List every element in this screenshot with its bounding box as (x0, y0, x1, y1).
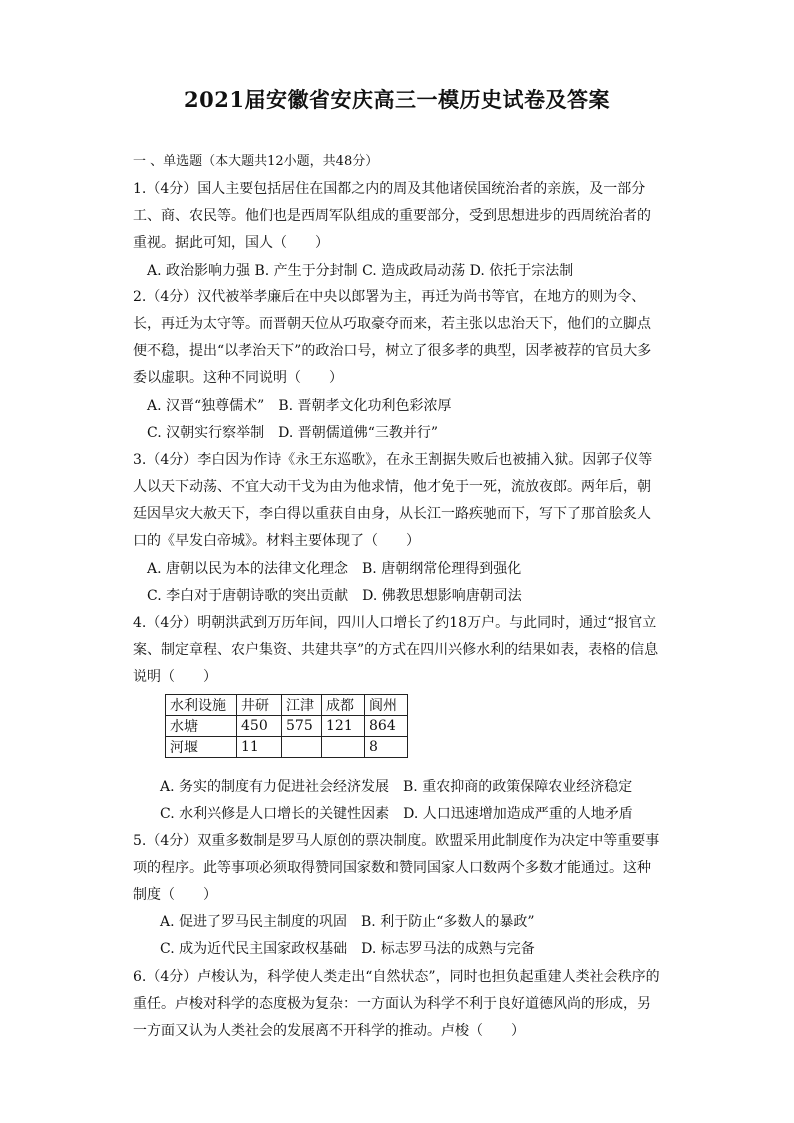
q4-option-row-2: C. 水利兴修是人口增长的关键性因素 D. 人口迅速增加造成严重的人地矛盾 (160, 806, 633, 822)
q2-line-3: 便不稳，提出“以孝治天下”的政治口号，树立了很多孝的典型，因孝被荐的官员大多 (133, 343, 652, 359)
q2-option-row-1: A. 汉晋“独尊儒术” B. 晋朝孝文化功利色彩浓厚 (147, 398, 452, 414)
q5-line-3: 制度（ ） (133, 887, 217, 903)
q5-option-row-1: A. 促进了罗马民主制度的巩固 B. 利于防止“多数人的暴政” (160, 914, 535, 930)
q1-options: A. 政治影响力强 B. 产生于分封制 C. 造成政局动荡 D. 依托于宗法制 (147, 263, 574, 279)
q1-line-1: 1.（4分）国人主要包括居住在国都之内的周及其他诸侯国统治者的亲族，及一部分 (133, 181, 646, 197)
table-header-cell: 江津 (282, 695, 322, 716)
q2-option-row-2: C. 汉朝实行察举制 D. 晋朝儒道佛“三教并行” (147, 425, 439, 441)
page-title: 2021届安徽省安庆高三一模历史试卷及答案 (184, 87, 610, 112)
q6-line-2: 重任。卢梭对科学的态度极为复杂：一方面认为科学不利于良好道德风尚的形成，另 (133, 996, 651, 1012)
table-cell (282, 737, 322, 758)
q3-line-1: 3.（4分）李白因为作诗《永王东巡歌》，在永王割据失败后也被捕入狱。因郭子仪等 (133, 452, 653, 468)
table-header-cell: 水利设施 (166, 695, 237, 716)
table-cell: 8 (365, 737, 408, 758)
table-cell: 450 (237, 716, 282, 737)
q3-option-row-2: C. 李白对于唐朝诗歌的突出贡献 D. 佛教思想影响唐朝司法 (147, 588, 522, 604)
q2-line-2: 长，再迁为太守等。而晋朝天位从巧取豪夺而来，若主张以忠治天下，他们的立脚点 (133, 316, 651, 332)
q3-line-4: 口的《早发白帝城》。材料主要体现了（ ） (133, 533, 420, 549)
q5-line-1: 5.（4分）双重多数制是罗马人原创的票决制度。欧盟采用此制度作为决定中等重要事 (133, 833, 660, 849)
irrigation-table (165, 694, 408, 758)
q2-line-4: 委以虚职。这种不同说明（ ） (133, 370, 343, 386)
table-header-cell: 井研 (237, 695, 282, 716)
q3-line-3: 廷因旱灾大赦天下，李白得以重获自由身，从长江一路疾驰而下，写下了那首脍炙人 (133, 506, 651, 522)
q4-line-2: 案、制定章程、农户集资、共建共享”的方式在四川兴修水利的结果如表，表格的信息 (133, 642, 659, 658)
q6-line-3: 一方面又认为人类社会的发展离不开科学的推动。卢梭（ ） (133, 1023, 525, 1039)
table-row (166, 716, 408, 737)
table-cell (322, 737, 365, 758)
q5-option-row-2: C. 成为近代民主国家政权基础 D. 标志罗马法的成熟与完备 (160, 941, 535, 957)
q4-option-row-1: A. 务实的制度有力促进社会经济发展 B. 重农抑商的政策保障农业经济稳定 (160, 779, 633, 795)
table-cell: 11 (237, 737, 282, 758)
q5-line-2: 项的程序。此等事项必须取得赞同国家数和赞同国家人口数两个多数才能通过。这种 (133, 860, 651, 876)
q2-line-1: 2.（4分）汉代被举孝廉后在中央以郎署为主，再迁为尚书等官，在地方的则为令、 (133, 289, 646, 305)
table-cell: 575 (282, 716, 322, 737)
q3-line-2: 人以天下动荡、不宜大动干戈为由为他求情，他才免于一死，流放夜郎。两年后，朝 (133, 479, 651, 495)
q6-line-1: 6.（4分）卢梭认为，科学使人类走出“自然状态”，同时也担负起重建人类社会秩序的 (133, 969, 660, 985)
table-cell: 864 (365, 716, 408, 737)
table-cell: 121 (322, 716, 365, 737)
table-header-cell: 成都 (322, 695, 365, 716)
q1-line-2: 工、商、农民等。他们也是西周军队组成的重要部分，受到思想进步的西周统治者的 (133, 208, 651, 224)
table-cell: 河堰 (166, 737, 237, 758)
q4-line-3: 说明（ ） (133, 669, 217, 685)
q1-line-3: 重视。据此可知，国人（ ） (133, 235, 329, 251)
table-cell: 水塘 (166, 716, 237, 737)
section-heading: 一 、单选题（本大题共12小题，共48分） (133, 154, 379, 169)
q3-option-row-1: A. 唐朝以民为本的法律文化理念 B. 唐朝纲常伦理得到强化 (147, 561, 522, 577)
q4-line-1: 4.（4分）明朝洪武到万历年间，四川人口增长了约18万户。与此同时，通过“报官立 (133, 615, 657, 631)
table-header-cell: 阆州 (365, 695, 408, 716)
table-header-row (166, 695, 408, 716)
table-row (166, 737, 408, 758)
